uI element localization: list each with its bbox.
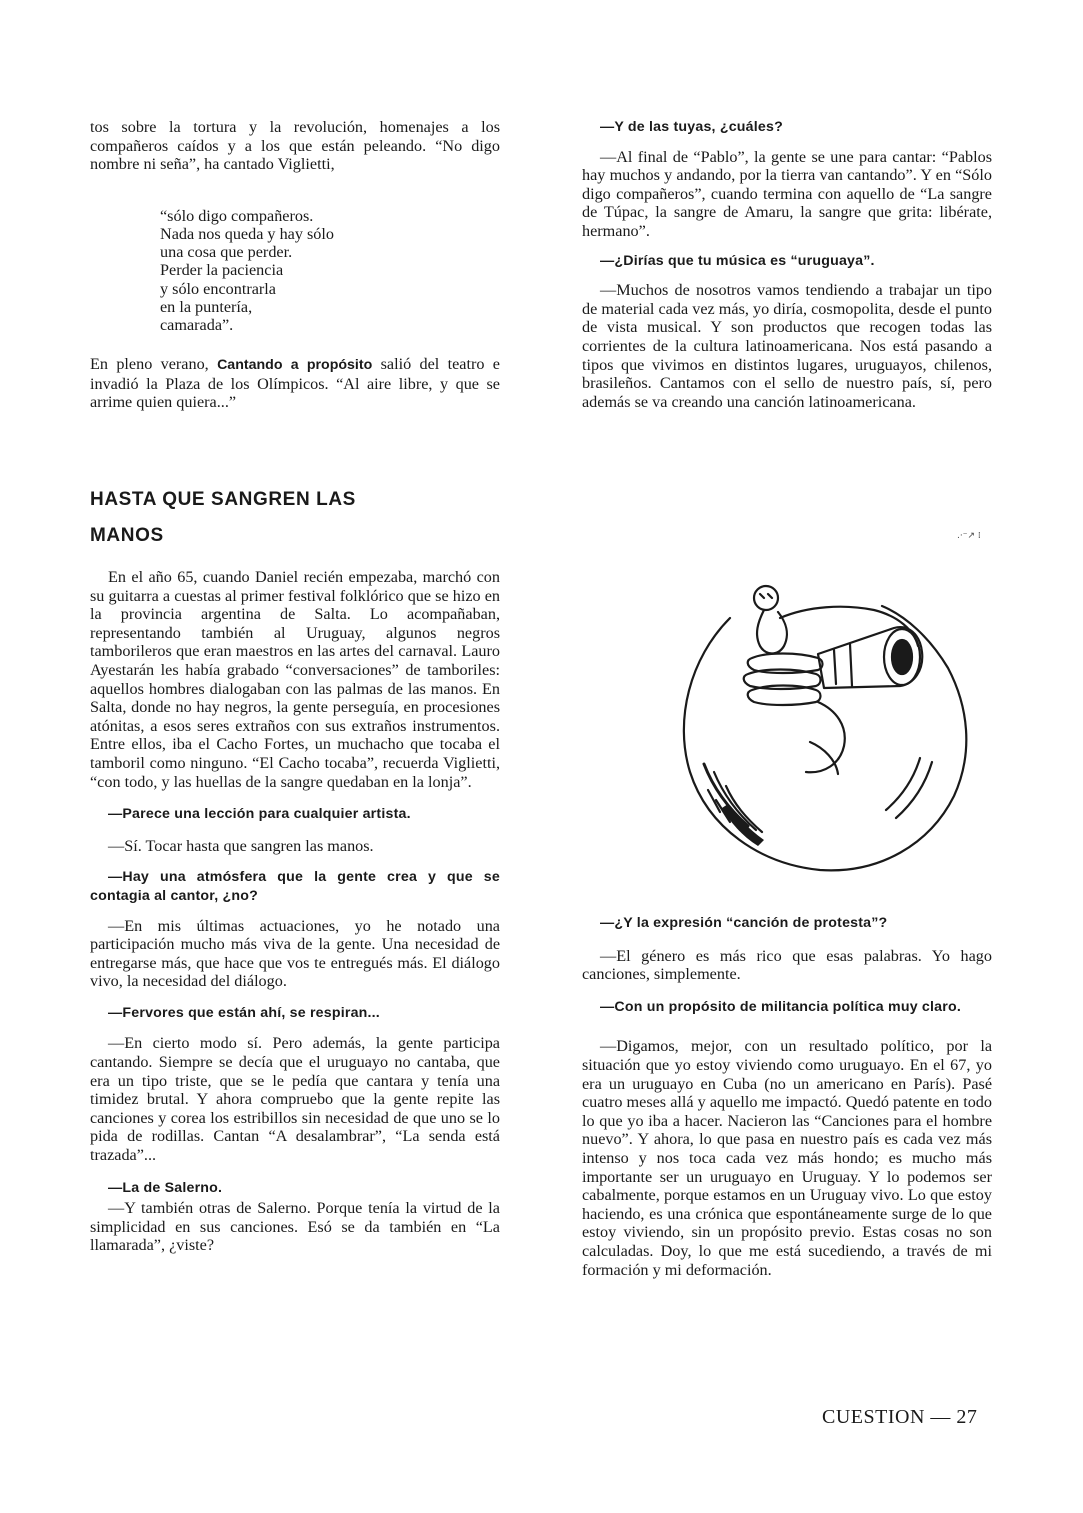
answer-2: —En mis últimas actuaciones, yo he notado una participación mucho más viva de la gente. Una necesidad de entregarse más, que hace que vos te entregués más. El diálogo vivo, la necesidad del diálogo.: [90, 916, 500, 991]
right-question-1: —Y de las tuyas, ¿cuáles?: [600, 119, 783, 135]
section-heading-line2: MANOS: [90, 525, 164, 546]
right-question-2: —¿Dirías que tu música es “uruguaya”.: [600, 252, 875, 269]
paragraph-salta: En el año 65, cuando Daniel recién empezaba, marchó con su guitarra a cuestas al primer festival folklórico que se hizo en la provincia argentina de Salta. Lo acompañaban, representando también al Uruguay, algunos negros tamborileros que eran maestros en las artes del carnaval. Lauro Ayestarán les había grabado “conversaciones” de tamboriles: aquellos hombres dialogaban con las palmas de las manos. En Salta, donde no hay negros, la gente perseguía, en procesiones atónitas, a esos seres extraños con sus extraños instrumentos. Entre ellos, iba el Cacho Fortes, un muchacho que tocaba el tamboril como ninguno. “El Cacho tocaba”, recuerda Viglietti, “con todo, y las huellas de la sangre quedaban en la lonja”.: [90, 568, 500, 791]
paragraph-verano-text-b: salió del teatro e invadió la Plaza de los Olímpicos. “Al aire libre, y que se arrime quien quiera...”: [90, 355, 500, 412]
left-column-lower: [90, 568, 500, 1255]
raised-fist-cannon-illustration: [668, 560, 1000, 876]
right-column-lower: [582, 914, 992, 1279]
answer-4: —Y también otras de Salerno. Porque tenía la virtud de la simplicidad en sus canciones. Esó se da también en “La llamarada”, ¿viste?: [90, 1199, 500, 1255]
right-question-4: —Con un propósito de militancia política muy claro.: [600, 998, 961, 1015]
question-3: —Fervores que están ahí, se respiran...: [108, 1004, 380, 1021]
question-2: —Hay una atmósfera que la gente crea y que se contagia al cantor, ¿no?: [90, 869, 500, 904]
right-answer-3: —El género es más rico que esas palabras. Yo hago canciones, simplemente.: [582, 946, 992, 984]
answer-1: —Sí. Tocar hasta que sangren las manos.: [108, 836, 374, 855]
right-column: [582, 118, 992, 411]
section-heading-line1: HASTA QUE SANGREN LAS: [90, 489, 356, 510]
right-answer-4: —Digamos, mejor, con un resultado político, por la situación que yo estoy viviendo como uruguayo. En el 67, yo era un uruguayo en Cuba (no un americano en París). Pasé cuatro meses allá y aquello me impactó. Quedó patente en todo lo que yo iba a hacer. Nacieron las “Canciones para el hombre nuevo”. Y ahora, lo que pasa en nuestro país es cada vez más intenso y nos toca cada vez más hondo; es mucho más importante ser un uruguayo en Uruguay. Y lo podemos ser cabalmente, porque estamos en un Uruguay vivo. Lo que estoy haciendo, es una crónica que espontáneamente surge de lo que estoy viviendo, sin un propósito previo. Estas cosas no son calculadas. Doy, lo que me está sucediendo, a través de mi formación y mi deformación.: [582, 1037, 992, 1279]
right-question-3: —¿Y la expresión “canción de protesta”?: [600, 915, 888, 931]
show-title: Cantando a propósito: [217, 357, 373, 374]
question-1: —Parece una lección para cualquier artista.: [108, 806, 411, 823]
right-answer-1: —Al final de “Pablo”, la gente se une para cantar: “Pablos hay muchos y andando, por la tierra van cantando”. Y en “Sólo digo compañeros”, cuando termina con aquello de “La sangre de Túpac, la sangre de Amaru, la sangre que grita: libérate, hermano”.: [582, 147, 992, 240]
paragraph-intro: tos sobre la tortura y la revolución, homenajes a los compañeros caídos y a los que están peleando. “No digo nombre ni seña”, ha cantado Viglietti,: [90, 118, 500, 174]
ink-speck: .·⁻↗ ⁞: [957, 531, 981, 541]
left-column: [90, 118, 500, 412]
right-answer-2: —Muchos de nosotros vamos tendiendo a trabajar un tipo de material cada vez más, yo diría, cosmopolita, desde el punto de vista musical. Y son productos que recogen todas las corrientes de la cultura latinoamericana. Nos está pasando a tipos que vivimos en distintos lugares, uruguayos, chilenos, brasileños. Cantamos con el sello de nuestro país, sí, pero además se va creando una canción latinoamericana.: [582, 281, 992, 411]
page-footer: CUESTION — 27: [822, 1406, 978, 1428]
paragraph-verano-text-a: En pleno verano,: [90, 355, 218, 374]
paragraph-verano: [90, 355, 500, 412]
question-4: —La de Salerno.: [108, 1179, 223, 1196]
answer-3: —En cierto modo sí. Pero además, la gente participa cantando. Siempre se decía que el uruguayo no cantaba, que era un tipo triste, que se le pedía que cantara y tenía una timidez brutal. Y ahora compruebo que la gente repite las canciones y corea los estribillos sin necesidad de que uno se lo pida de rodillas. Cantan “A desalambrar”, “La senda está trazada”...: [90, 1034, 500, 1165]
song-verse: “sólo digo compañeros. Nada nos queda y hay sólo una cosa que perder. Perder la paciencia y sólo encontrarla en la puntería, camarada”.: [160, 206, 334, 334]
